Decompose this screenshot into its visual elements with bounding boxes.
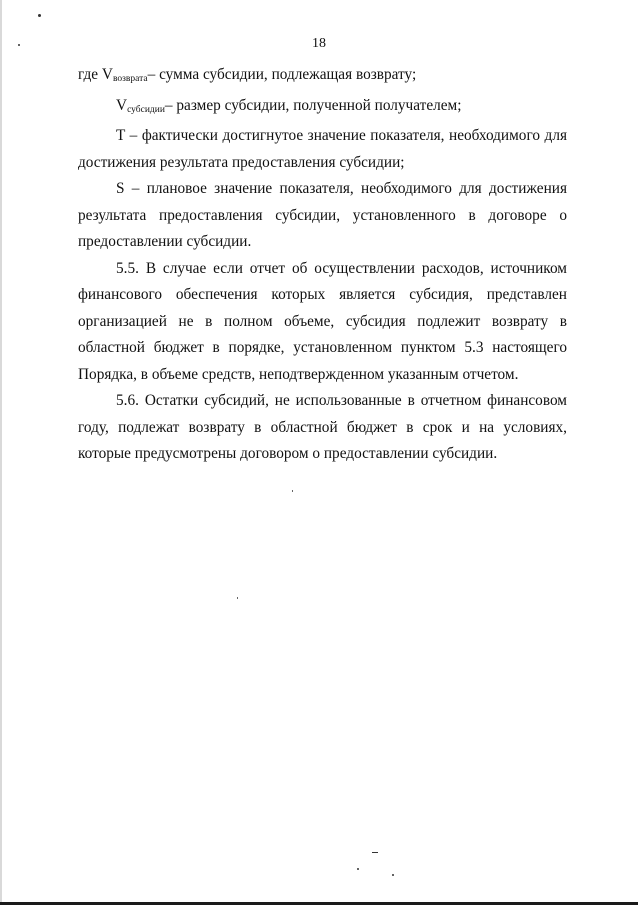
definition-prefix: где V — [78, 66, 113, 83]
scan-speck — [18, 44, 20, 46]
definition-subscript: возврата — [112, 74, 148, 84]
page-number: 18 — [312, 36, 326, 51]
definition-subscript: субсидии — [127, 104, 165, 115]
scan-speck — [38, 14, 41, 17]
formula-definition-s: S – плановое значение показателя, необходимого для достижения результата предоставления субсидии, установленного в договоре о предоставлении субсидии. — [78, 180, 567, 250]
formula-definition-v-return — [78, 62, 567, 93]
definition-prefix: V — [116, 96, 128, 114]
scan-speck — [292, 490, 293, 492]
paragraph-5-5: 5.5. В случае если отчет об осуществлении расходов, источником финансового обеспечения которых является субсидия, представлен организацией не в полном объеме, субсидия подлежит возврату в областной бюджет в порядке, установленном пунктом 5.3 настоящего Порядка, в объеме средств, неподтвержденном указанным отчетом. — [78, 259, 567, 383]
scan-speck — [357, 868, 359, 870]
scan-speck — [372, 852, 378, 853]
formula-definition-t: T – фактически достигнутое значение показателя, необходимого для достижения результата предоставления субсидии; — [78, 127, 567, 171]
scan-speck — [392, 874, 394, 876]
formula-definition-v-subsidy — [78, 93, 567, 124]
scan-speck — [237, 597, 238, 599]
paragraph-5-6: 5.6. Остатки субсидий, не использованные в отчетном финансовом году, подлежат возврату в областной бюджет в срок и на условиях, которые предусмотрены договором о предоставлении субсидии. — [78, 392, 567, 462]
definition-text: – размер субсидии, полученной получателем; — [164, 96, 462, 114]
definition-text: – сумма субсидии, подлежащая возврату; — [147, 66, 417, 83]
scan-left-edge — [0, 0, 2, 905]
document-body — [78, 62, 567, 468]
